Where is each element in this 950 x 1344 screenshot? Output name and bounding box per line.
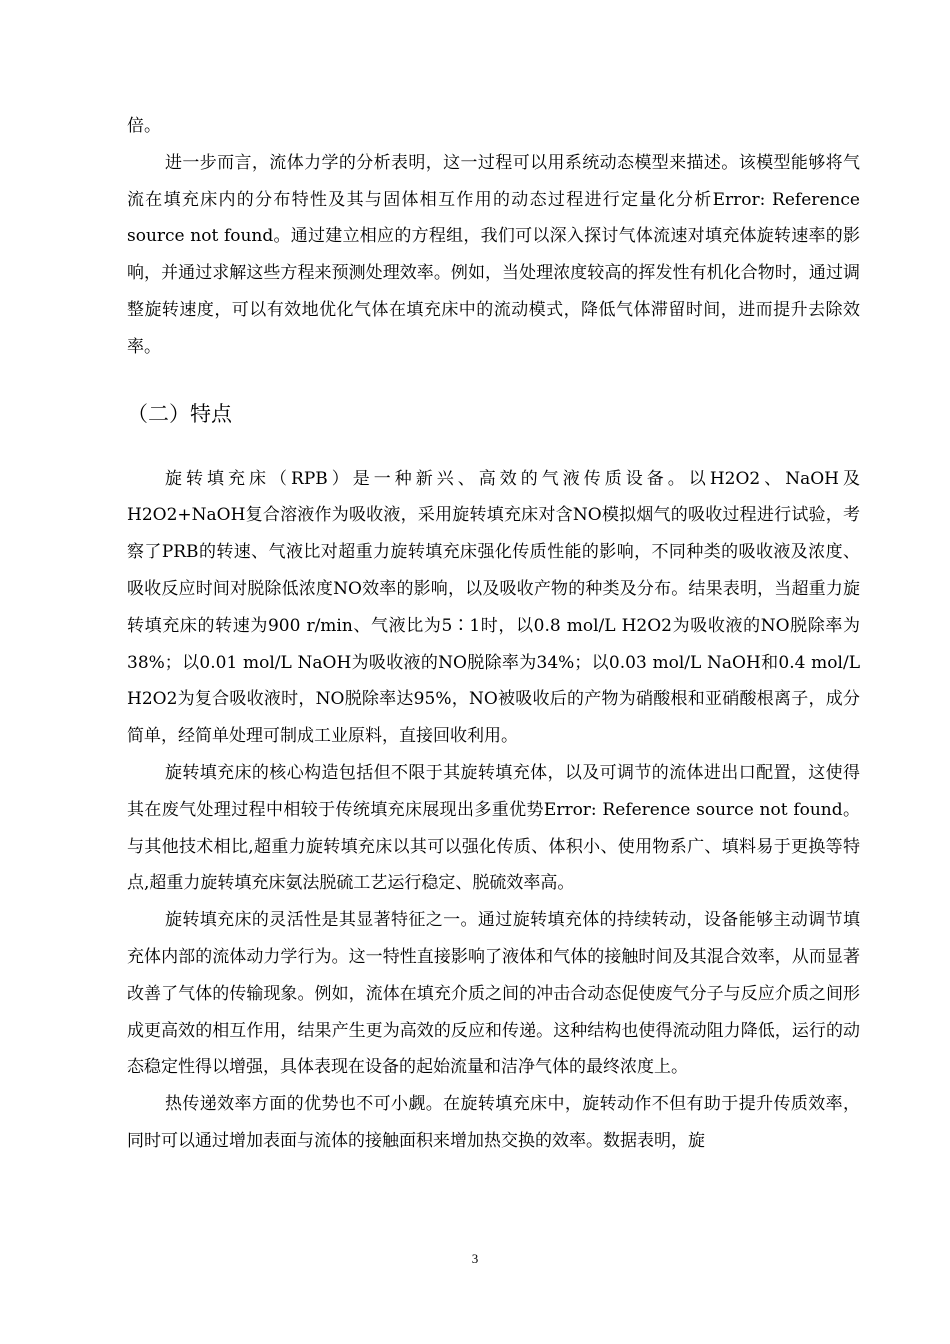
paragraph-fluid-dynamics: 进一步而言，流体力学的分析表明，这一过程可以用系统动态模型来描述。该模型能够将气流在填充床内的分布特性及其与固体相互作用的动态过程进行定量化分析Error: Reference source not found。通过建立相应的方程组，我们可以深入探讨气体流速对填充体旋转速率的影响，并通过求解这些方程来预测处理效率。例如，当处理浓度较高的挥发性有机化合物时，通过调整旋转速度，可以有效地优化气体在填充床中的流动模式，降低气体滞留时间，进而提升去除效率。 — [127, 152, 860, 357]
paragraph-rpb-intro: 旋转填充床（RPB）是一种新兴、高效的气液传质设备。以H2O2、NaOH及H2O2+NaOH复合溶液作为吸收液，采用旋转填充床对含NO模拟烟气的吸收过程进行试验，考察了PRB的转速、气液比对超重力旋转填充床强化传质性能的影响，不同种类的吸收液及浓度、吸收反应时间对脱除低浓度NO效率的影响，以及吸收产物的种类及分布。结果表明，当超重力旋转填充床的转速为900 r/min、气液比为5∶1时，以0.8 mol/L H2O2为吸收液的NO脱除率为38%；以0.01 mol/L NaOH为吸收液的NO脱除率为34%；以0.03 mol/L NaOH和0.4 mol/L H2O2为复合吸收液时，NO脱除率达95%，NO被吸收后的产物为硝酸根和亚硝酸根离子，成分简单，经简单处理可制成工业原料，直接回收利用。 — [127, 468, 860, 747]
paragraph-rpb-flexibility: 旋转填充床的灵活性是其显著特征之一。通过旋转填充体的持续转动，设备能够主动调节填充体内部的流体动力学行为。这一特性直接影响了液体和气体的接触时间及其混合效率，从而显著改善了气体的传输现象。例如，流体在填充介质之间的冲击合动态促使废气分子与反应介质之间形成更高效的相互作用，结果产生更为高效的反应和传递。这种结构也使得流动阻力降低，运行的动态稳定性得以增强，具体表现在设备的起始流量和洁净气体的最终浓度上。 — [127, 910, 860, 1078]
paragraph-rpb-structure: 旋转填充床的核心构造包括但不限于其旋转填充体，以及可调节的流体进出口配置，这使得其在废气处理过程中相较于传统填充床展现出多重优势Error: Reference source not found。与其他技术相比,超重力旋转填充床以其可以强化传质、体积小、使用物系广、填料易于更换等特点,超重力旋转填充床氨法脱硫工艺运行稳定、脱硫效率高。 — [127, 762, 860, 894]
section-heading: （二）特点 — [127, 401, 232, 426]
page-body — [127, 108, 860, 1160]
paragraph-heat-transfer: 热传递效率方面的优势也不可小觑。在旋转填充床中，旋转动作不但有助于提升传质效率，同时可以通过增加表面与流体的接触面积来增加热交换的效率。数据表明，旋 — [127, 1094, 860, 1151]
paragraph-continuation: 倍。 — [127, 116, 161, 136]
page-number: 3 — [471, 1251, 479, 1266]
